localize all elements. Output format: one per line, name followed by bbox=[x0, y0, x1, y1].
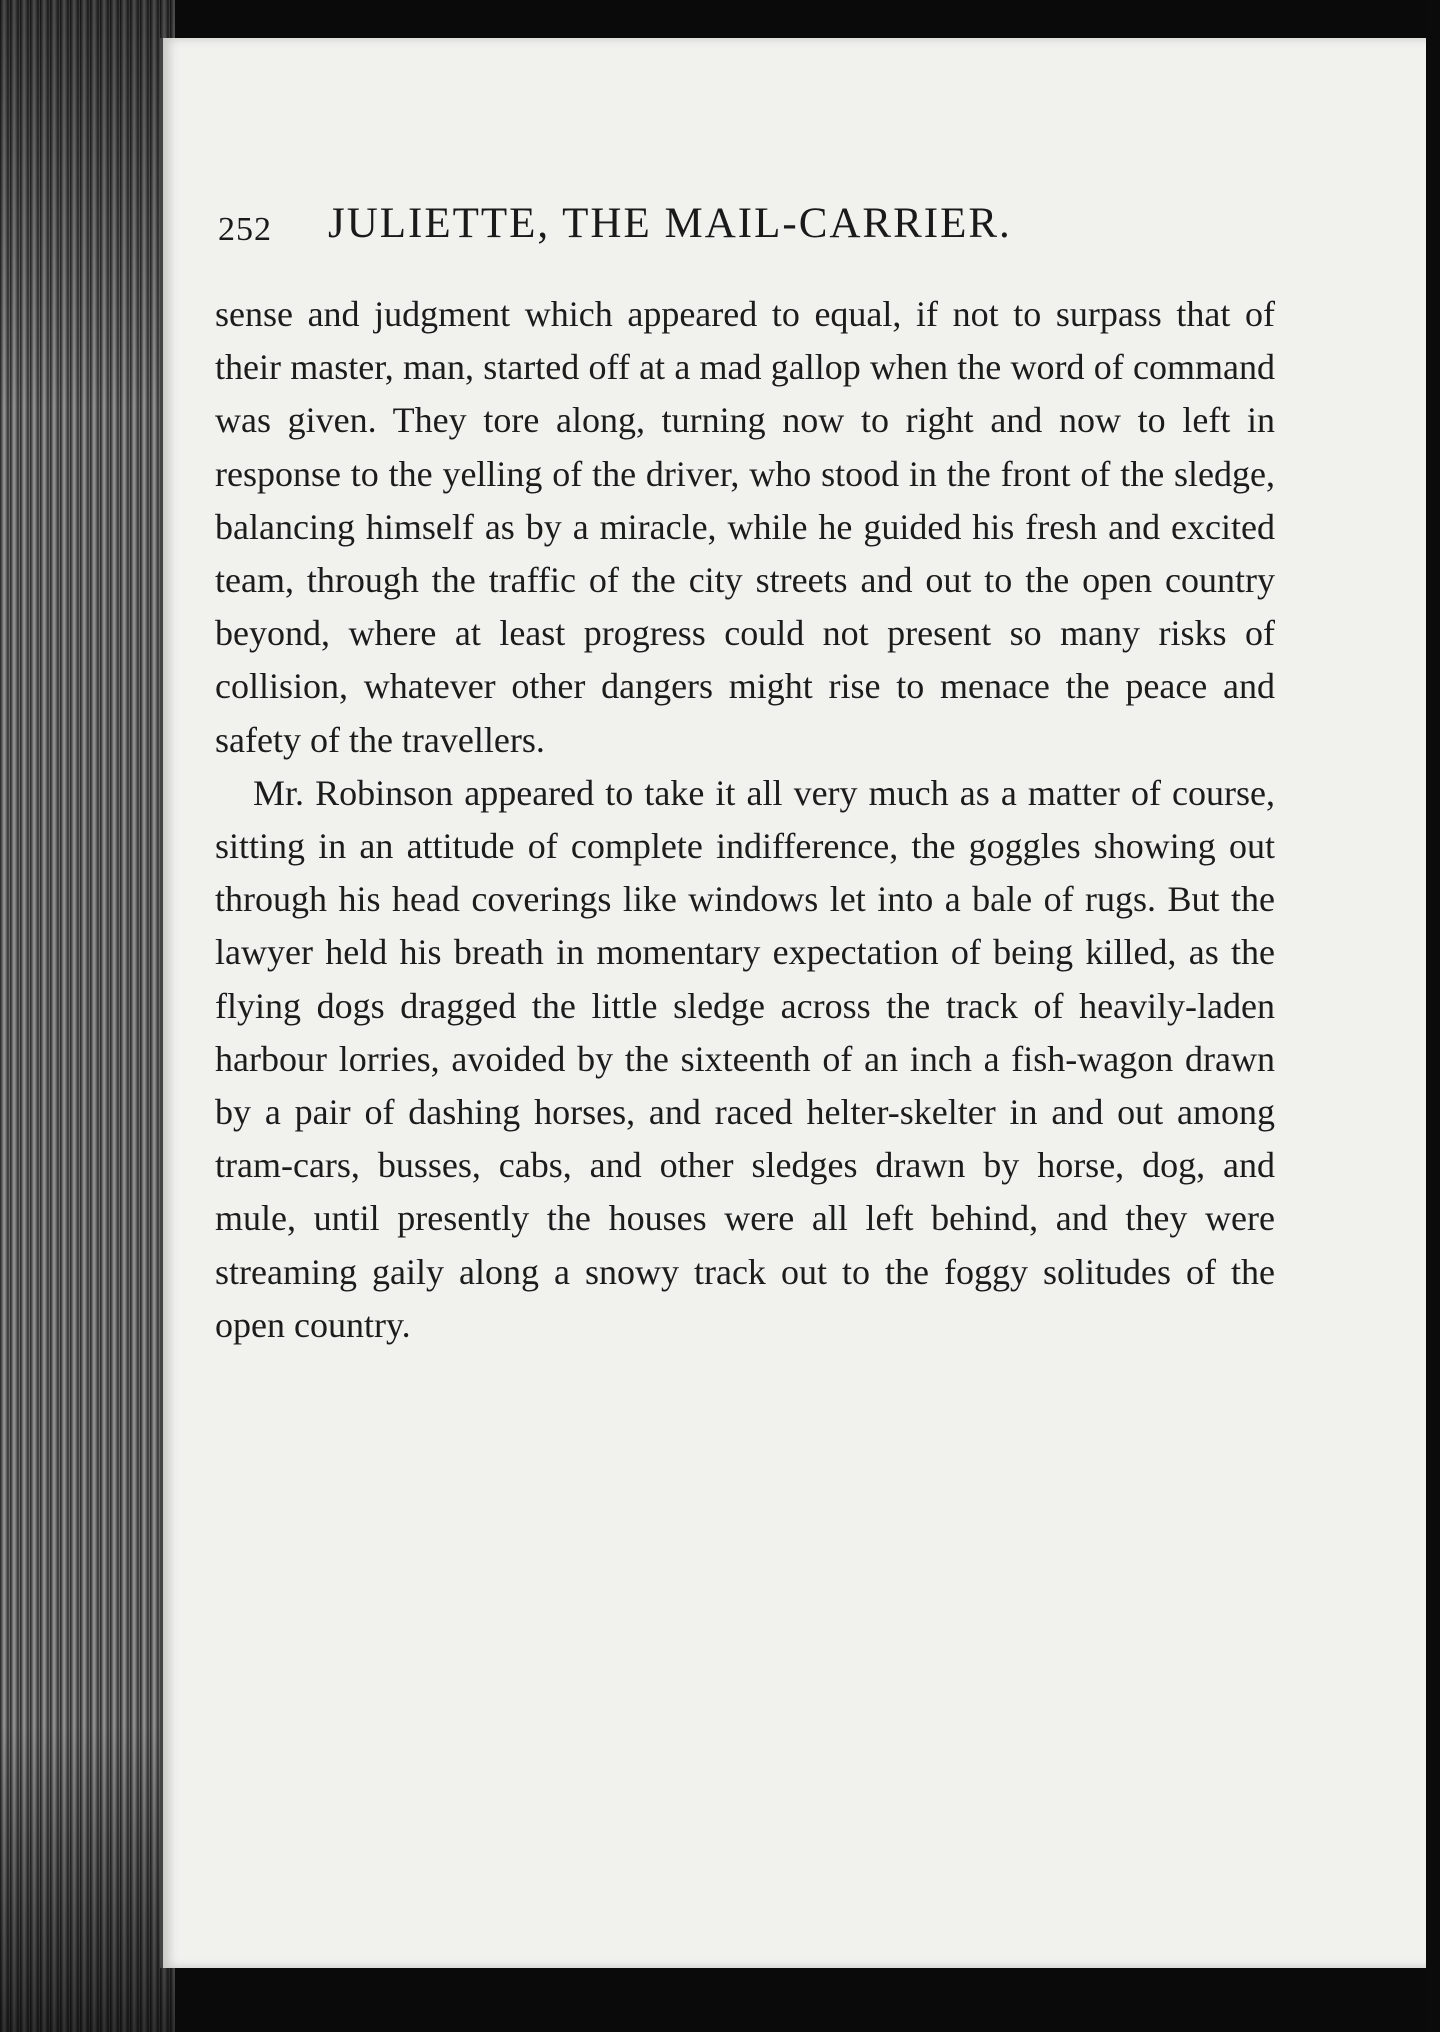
page-header bbox=[218, 185, 1203, 265]
page-edges bbox=[0, 0, 175, 2032]
running-title: JULIETTE, THE MAIL-CARRIER. bbox=[328, 200, 1012, 247]
page-number: 252 bbox=[218, 211, 272, 248]
paragraph-1: sense and judgment which appeared to equal, if not to surpass that of their master, man, started off at a mad gallop when the word of command was given. They tore along, turning now to right and now to left in response to the yelling of the driver, who stood in the front of the sledge, balancing himself as by a miracle, while he guided his fresh and excited team, through the traffic of the city streets and out to the open country beyond, where at least progress could not present so many risks of collision, whatever other dangers might rise to menace the peace and safety of the travellers. bbox=[215, 294, 1275, 760]
body-text bbox=[215, 288, 1275, 1352]
right-edge bbox=[1426, 0, 1440, 2032]
paragraph-2: Mr. Robinson appeared to take it all very much as a matter of course, sitting in an attitude of complete indifference, the goggles showing out through his head coverings like windows let into a bale of rugs. But the lawyer held his breath in momentary expectation of being killed, as the flying dogs dragged the little sledge across the track of heavily-laden harbour lorries, avoided by the sixteenth of an inch a fish-wagon drawn by a pair of dashing horses, and raced helter-skelter in and out among tram-cars, busses, cabs, and other sledges drawn by horse, dog, and mule, until presently the houses were all left behind, and they were streaming gaily along a snowy track out to the foggy solitudes of the open country. bbox=[215, 772, 1275, 1345]
